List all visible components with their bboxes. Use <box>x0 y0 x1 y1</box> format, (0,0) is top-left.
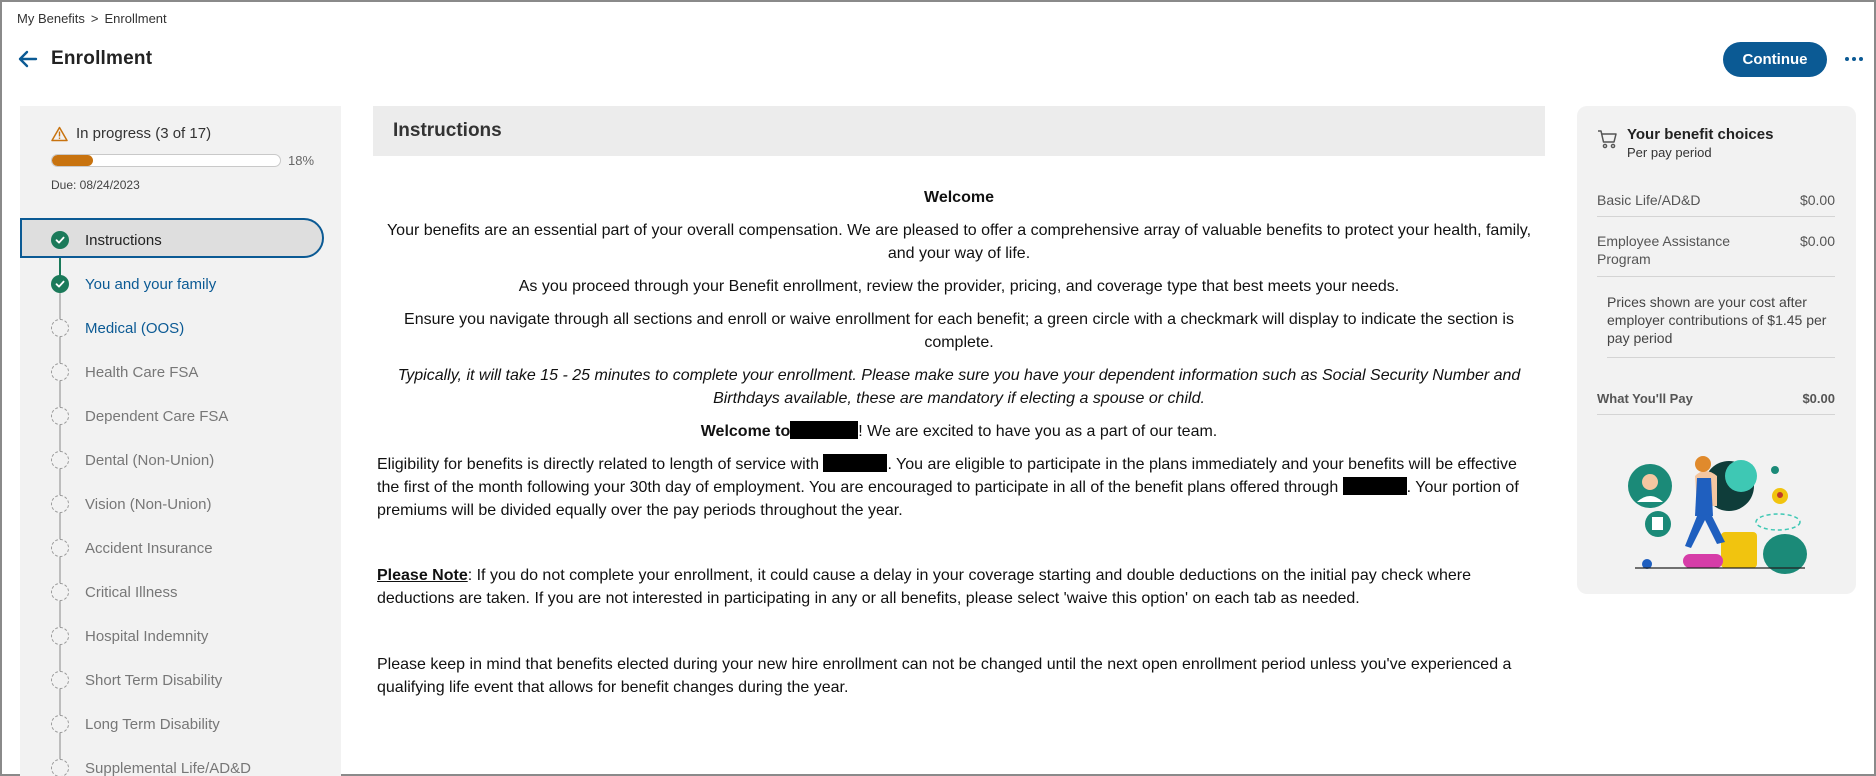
paragraph-time-estimate: Typically, it will take 15 - 25 minutes to complete your enrollment. Please make sure you have your dependent information such as Social Security Number and Birthdays available, these are mandatory if electing a spouse or child. <box>397 367 1521 407</box>
step-item[interactable] <box>20 570 341 614</box>
dashed-circle-icon <box>51 319 69 337</box>
step-label: Dependent Care FSA <box>85 407 229 425</box>
step-item[interactable] <box>20 262 341 306</box>
eligibility-text-b: . You are eligible to participate in the plans immediately and your benefits will be effective the first of the month following your 30th day of employment. You are encouraged to participate in all of the benefit plans offered through <box>377 456 1517 496</box>
progress-bar <box>51 154 281 167</box>
section-title: Instructions <box>373 106 1545 156</box>
benefit-choices-panel <box>1577 106 1856 594</box>
step-label: Short Term Disability <box>85 671 223 689</box>
due-date: Due: 08/24/2023 <box>51 178 140 192</box>
step-label: Medical (OOS) <box>85 319 185 337</box>
paragraph-life-event: Please keep in mind that benefits elected during your new hire enrollment can not be changed until the next open enrollment period unless you've experienced a qualifying life event that allows for benefit changes during the year. <box>377 656 1512 696</box>
dashed-circle-icon <box>51 759 69 776</box>
dashed-circle-icon <box>51 495 69 513</box>
paragraph-navigate: Ensure you navigate through all sections and enroll or waive enrollment for each benefit; a green circle with a checkmark will display to indicate the section is complete. <box>404 311 1514 351</box>
choice-row <box>1597 232 1835 277</box>
progress-bar-fill <box>52 155 93 166</box>
choice-price: $0.00 <box>1799 192 1835 208</box>
benefits-illustration <box>1625 446 1810 576</box>
breadcrumb-separator: > <box>90 11 99 26</box>
step-label: Hospital Indemnity <box>85 627 209 645</box>
step-item[interactable] <box>20 350 341 394</box>
paragraph-please-note <box>377 564 1541 610</box>
breadcrumb <box>17 11 167 26</box>
progress-status-text: In progress (3 of 17) <box>76 125 212 142</box>
step-label: Vision (Non-Union) <box>85 495 212 513</box>
step-label: Accident Insurance <box>85 539 213 557</box>
page-title: Enrollment <box>51 48 153 69</box>
contribution-note: Prices shown are your cost after employer contributions of $1.45 per pay period <box>1607 294 1827 346</box>
dashed-circle-icon <box>51 363 69 381</box>
dashed-circle-icon <box>51 671 69 689</box>
redacted-company-name <box>823 454 887 472</box>
step-item[interactable] <box>20 526 341 570</box>
dashed-circle-icon <box>51 407 69 425</box>
paragraph-proceed: As you proceed through your Benefit enrollment, review the provider, pricing, and coverage type that best meets your needs. <box>518 278 1400 295</box>
breadcrumb-enrollment: Enrollment <box>104 11 167 26</box>
back-arrow-icon[interactable] <box>17 48 39 70</box>
step-label: Instructions <box>85 231 162 249</box>
redacted-company-name <box>790 421 858 439</box>
choice-price: $0.00 <box>1799 233 1835 249</box>
breadcrumb-my-benefits[interactable]: My Benefits <box>17 11 85 26</box>
step-item[interactable] <box>20 702 341 746</box>
title-row <box>17 48 152 70</box>
continue-button[interactable]: Continue <box>1723 42 1827 77</box>
step-label: Long Term Disability <box>85 715 220 733</box>
total-label: What You'll Pay <box>1597 391 1693 406</box>
step-item[interactable] <box>20 306 341 350</box>
step-item[interactable] <box>20 658 341 702</box>
instructions-body <box>373 186 1545 699</box>
welcome-heading: Welcome <box>924 189 994 206</box>
please-note-text: : If you do not complete your enrollment, it could cause a delay in your coverage starting and double deductions on the initial pay check where deductions are taken. If you are not interested in participating in any or all benefits, please select 'waive this option' on each tab as needed. <box>377 567 1471 607</box>
dashed-circle-icon <box>51 715 69 733</box>
check-circle-icon <box>51 275 69 293</box>
enrollment-sidebar <box>20 106 341 776</box>
paragraph-eligibility <box>377 453 1541 522</box>
progress-status <box>51 125 211 142</box>
step-label: Dental (Non-Union) <box>85 451 215 469</box>
please-note-label: Please Note <box>377 567 468 584</box>
step-item[interactable] <box>20 218 341 262</box>
warning-icon <box>51 126 68 142</box>
benefit-choices-header <box>1597 126 1773 160</box>
eligibility-text-c: . Your portion of premiums will be divided equally over the pay periods throughout the year. <box>377 479 1519 519</box>
step-label: Critical Illness <box>85 583 178 601</box>
eligibility-text-a: Eligibility for benefits is directly related to length of service with <box>377 456 819 473</box>
welcome-company-line <box>377 420 1541 443</box>
choice-name: Basic Life/AD&D <box>1597 192 1701 208</box>
step-label: Health Care FSA <box>85 363 199 381</box>
step-item[interactable] <box>20 482 341 526</box>
divider <box>1607 357 1835 358</box>
choice-name: Employee Assistance Program <box>1597 233 1731 267</box>
dashed-circle-icon <box>51 539 69 557</box>
step-item[interactable] <box>20 614 341 658</box>
paragraph-intro: Your benefits are an essential part of your overall compensation. We are pleased to offer a comprehensive array of valuable benefits to protect your health, family, and your way of life. <box>386 222 1532 262</box>
dashed-circle-icon <box>51 451 69 469</box>
benefit-choices-subtitle: Per pay period <box>1627 145 1712 160</box>
dashed-circle-icon <box>51 583 69 601</box>
main-content <box>373 106 1545 699</box>
choice-row <box>1597 192 1835 217</box>
step-item[interactable] <box>20 438 341 482</box>
more-options-icon[interactable] <box>1842 48 1866 70</box>
step-label: You and your family <box>85 275 217 293</box>
redacted-company-name <box>1343 477 1407 495</box>
total-row <box>1597 391 1835 415</box>
step-label: Supplemental Life/AD&D <box>85 759 251 776</box>
check-circle-icon <box>51 231 69 249</box>
benefit-choices-title: Your benefit choices <box>1627 126 1774 143</box>
dashed-circle-icon <box>51 627 69 645</box>
step-list <box>20 218 341 776</box>
cart-icon <box>1597 128 1619 150</box>
step-item[interactable] <box>20 394 341 438</box>
welcome-to-tail: ! We are excited to have you as a part of our team. <box>858 423 1218 440</box>
welcome-to-label: Welcome to <box>700 423 791 440</box>
total-value: $0.00 <box>1802 391 1835 406</box>
step-item[interactable] <box>20 746 341 776</box>
progress-percent: 18% <box>288 153 315 168</box>
